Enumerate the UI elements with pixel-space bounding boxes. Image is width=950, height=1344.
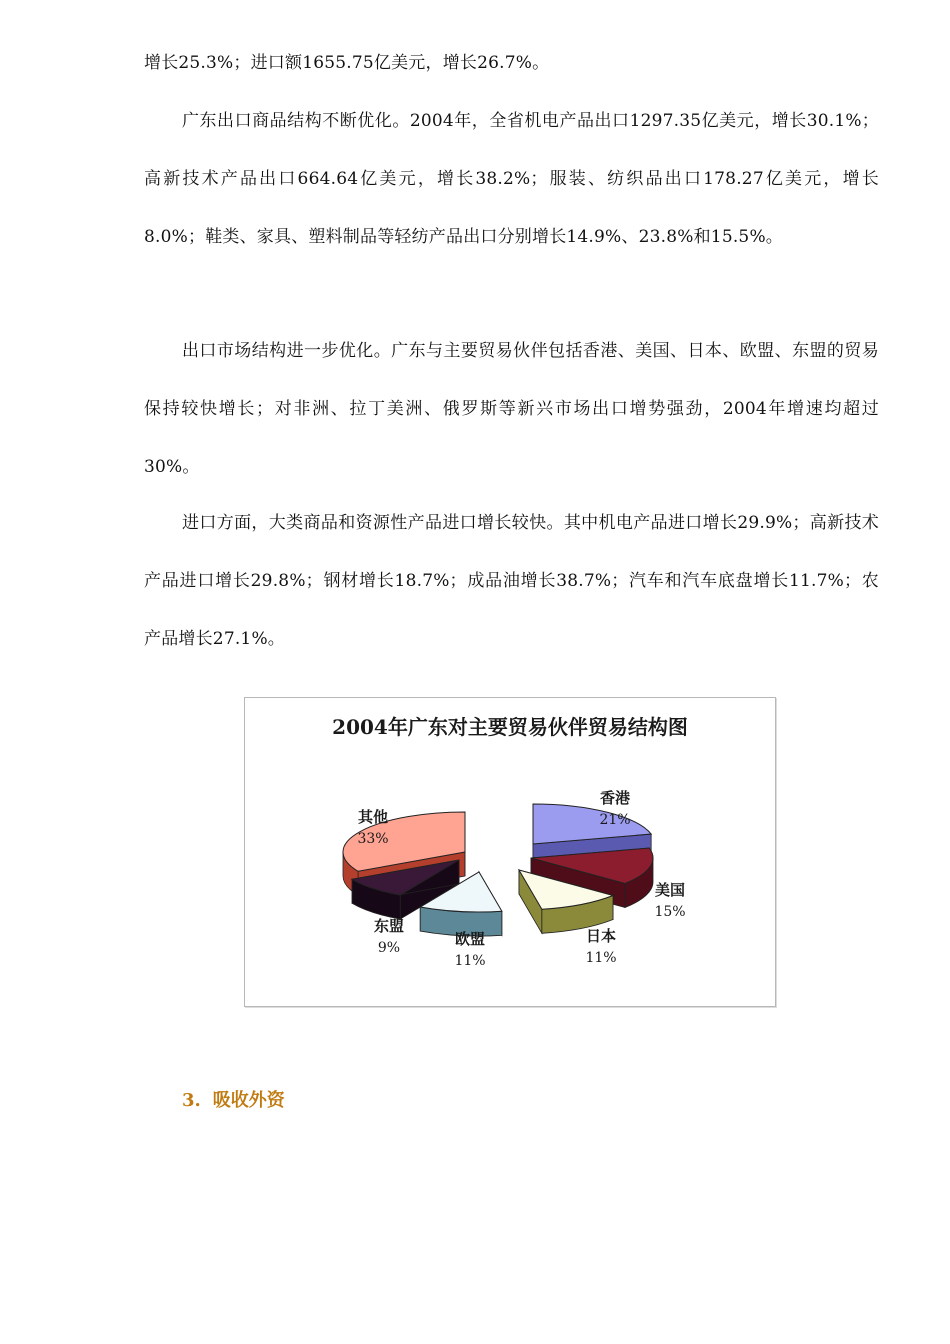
paragraph-4: 进口方面，大类商品和资源性产品进口增长较快。其中机电产品进口增长29.9%；高新技术产品进口增长29.8%；钢材增长18.7%；成品油增长38.7%；汽车和汽车底盘增长11.7%；农产品增长27.1%。: [144, 513, 879, 649]
pie-chart-figure: [244, 697, 776, 1007]
slice-label-6: 其他: [357, 808, 389, 826]
slice-percent-4: 11%: [454, 953, 486, 969]
section-number: 3.: [182, 1090, 201, 1111]
section-heading: [182, 1086, 297, 1112]
section-title: 吸收外资: [212, 1090, 285, 1111]
slice-percent-3: 11%: [585, 950, 617, 966]
pie-chart: [245, 698, 775, 1006]
paragraph-2: 广东出口商品结构不断优化。2004年，全省机电产品出口1297.35亿美元，增长30.1%；高新技术产品出口664.64亿美元，增长38.2%；服装、纺织品出口178.27亿美元，增长8.0%；鞋类、家具、塑料制品等轻纺产品出口分别增长14.9%、23.8%和15.5%。: [144, 111, 879, 247]
slice-label-2: 美国: [654, 881, 686, 899]
slice-percent-1: 21%: [599, 812, 631, 828]
slice-percent-6: 33%: [357, 831, 389, 847]
slice-label-5: 东盟: [373, 917, 405, 935]
slice-label-3: 日本: [585, 927, 617, 945]
chart-title: 2004年广东对主要贸易伙伴贸易结构图: [332, 715, 688, 739]
slice-percent-5: 9%: [377, 940, 401, 956]
slice-label-4: 欧盟: [454, 930, 486, 948]
paragraph-3: 出口市场结构进一步优化。广东与主要贸易伙伴包括香港、美国、日本、欧盟、东盟的贸易保持较快增长；对非洲、拉丁美洲、俄罗斯等新兴市场出口增势强劲，2004年增速均超过30%。: [144, 341, 879, 477]
slice-label-1: 香港: [599, 789, 631, 807]
paragraph-1: 增长25.3%；进口额1655.75亿美元，增长26.7%。: [144, 53, 550, 73]
slice-percent-2: 15%: [654, 904, 686, 920]
